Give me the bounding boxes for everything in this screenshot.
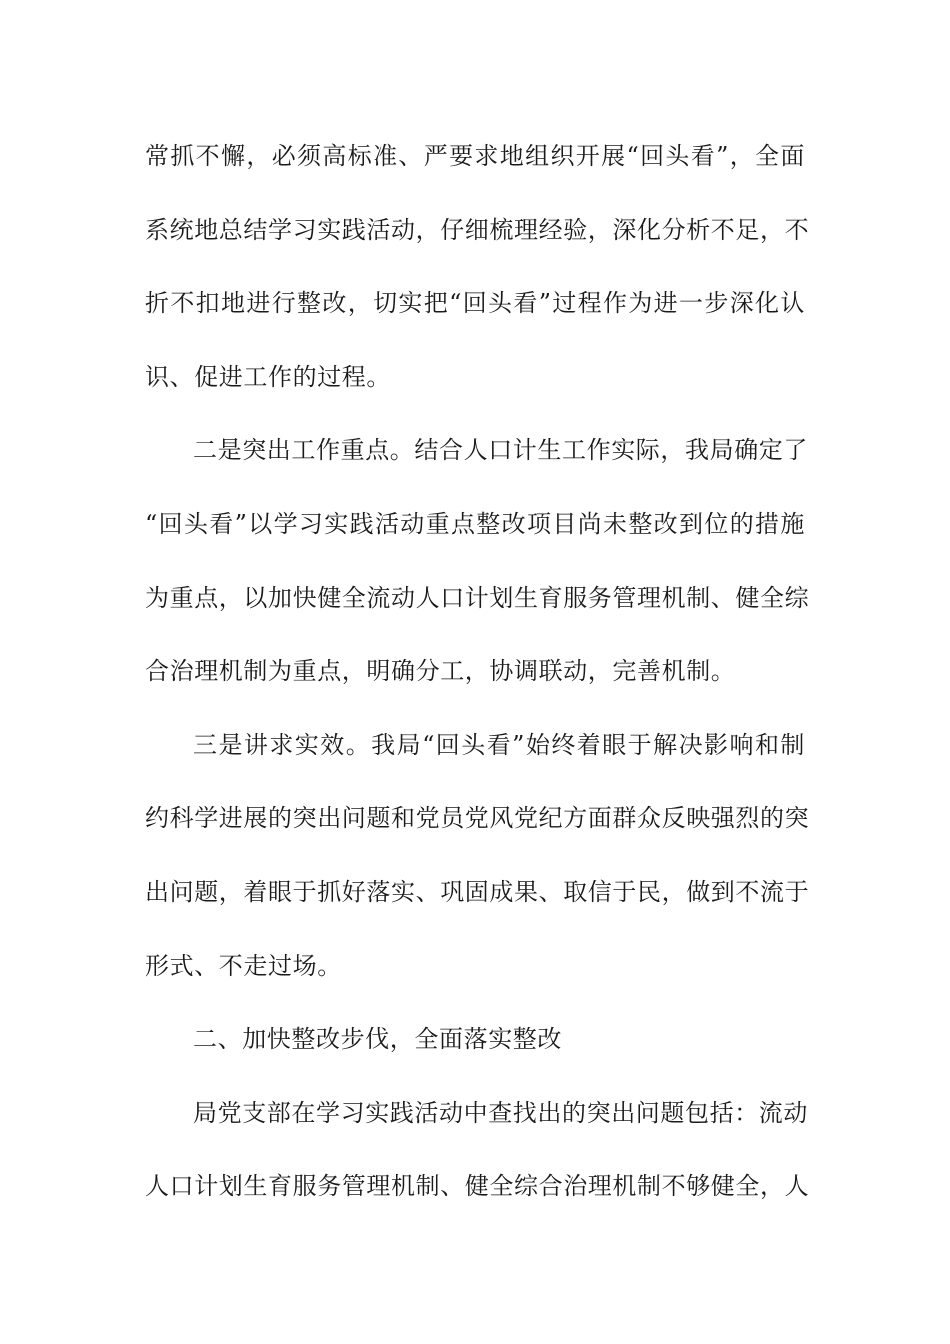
section-heading: 二、加快整改步伐，全面落实整改 (193, 1025, 562, 1054)
text-line: 人口计划生育服务管理机制、健全综合治理机制不够健全，人 (145, 1172, 810, 1201)
text-line: 出问题，着眼于抓好落实、巩固成果、取信于民，做到不流于 (145, 877, 810, 906)
text-line: 二是突出工作重点。结合人口计生工作实际，我局确定了 (193, 436, 808, 465)
text-line: 常抓不懈，必须高标准、严要求地组织开展“回头看”，全面 (145, 142, 805, 170)
text-line: 局党支部在学习实践活动中查找出的突出问题包括：流动 (193, 1098, 808, 1127)
text-line: 约科学进展的突出问题和党员党风党纪方面群众反映强烈的突 (145, 804, 810, 833)
text-line: 折不扣地进行整改，切实把“回头看”过程作为进一步深化认 (145, 289, 805, 318)
text-line: 识、促进工作的过程。 (145, 362, 391, 391)
body-text (145, 120, 810, 1224)
text-line: 为重点，以加快健全流动人口计划生育服务管理机制、健全综 (145, 583, 810, 612)
text-line: “回头看”以学习实践活动重点整改项目尚未整改到位的措施 (145, 509, 805, 538)
text-line: 三是讲求实效。我局“回头看”始终着眼于解决影响和制 (193, 730, 805, 759)
text-line: 形式、不走过场。 (145, 951, 342, 980)
text-line: 系统地总结学习实践活动，仔细梳理经验，深化分析不足，不 (145, 215, 810, 244)
text-line: 合治理机制为重点，明确分工，协调联动，完善机制。 (145, 657, 736, 686)
